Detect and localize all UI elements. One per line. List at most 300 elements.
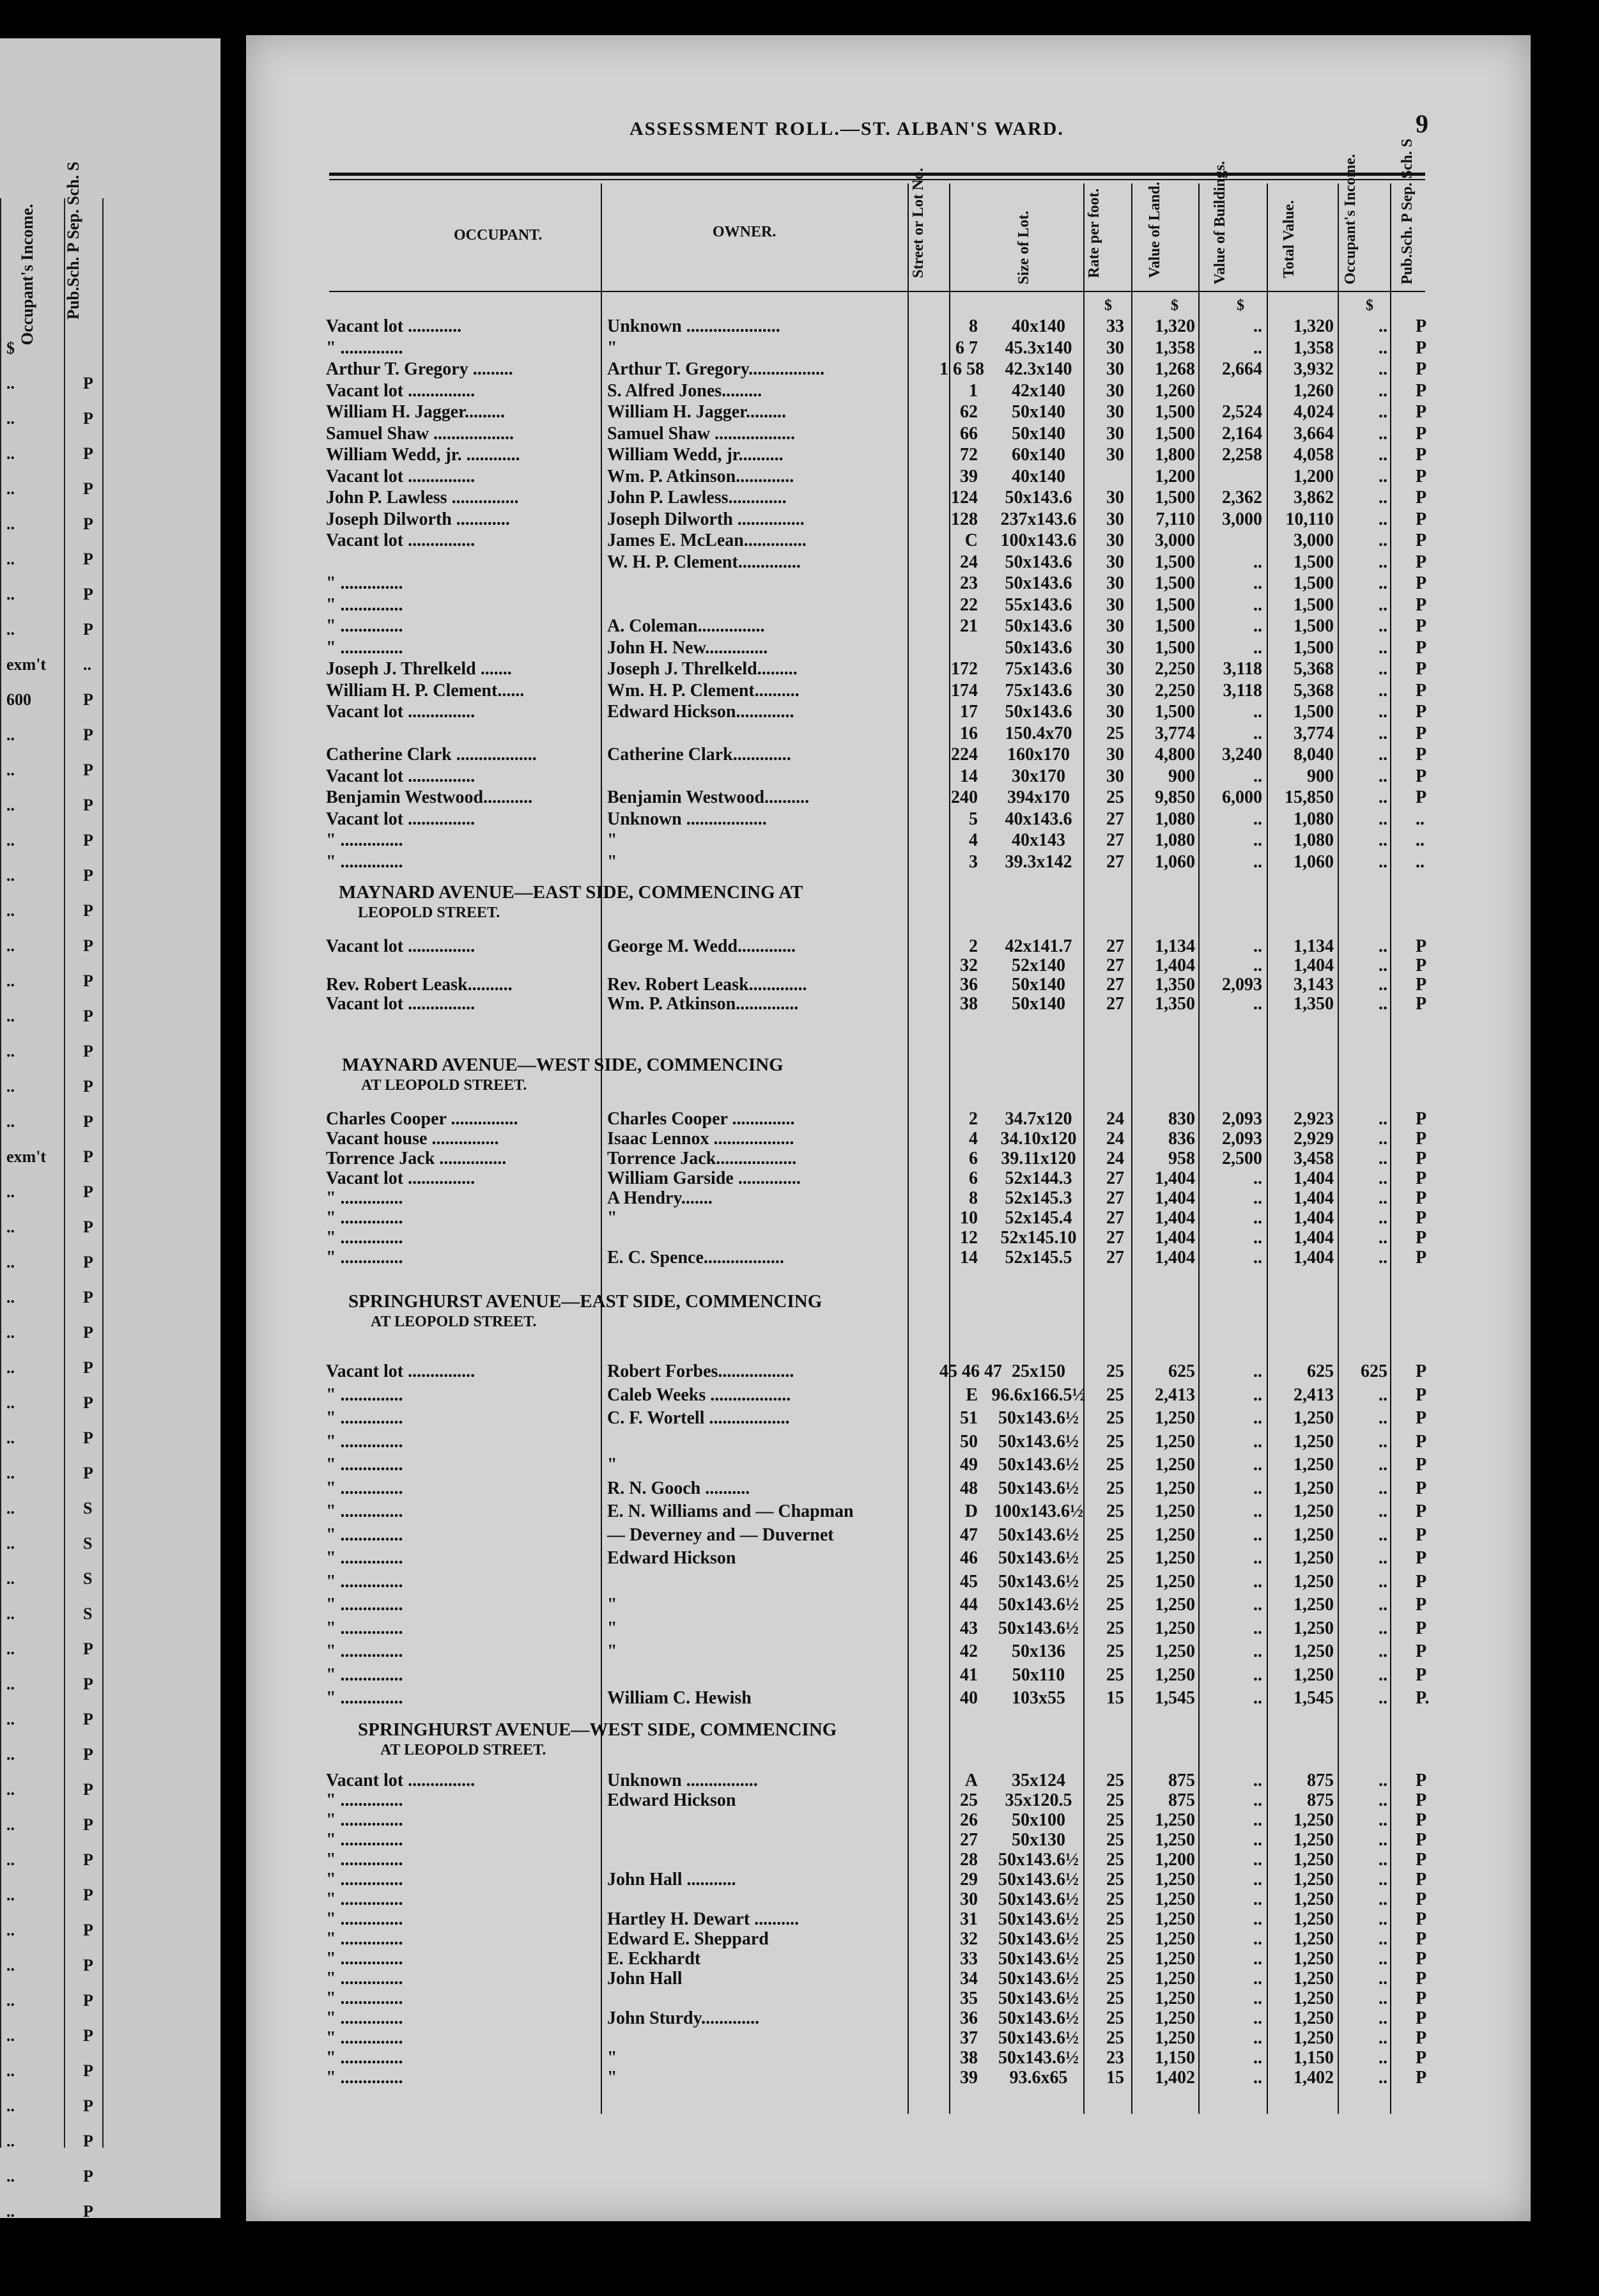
income-cell: ..	[1379, 509, 1387, 529]
rate-cell: 30	[1106, 616, 1124, 636]
rate-cell: 24	[1106, 1129, 1124, 1149]
rate-cell: 25	[1106, 1989, 1124, 2008]
occupant-cell: " ..............	[326, 1830, 403, 1850]
dollar-rate: $	[1104, 297, 1112, 314]
school-cell: P	[1416, 1524, 1427, 1545]
occupant-cell: " ..............	[326, 1949, 403, 1969]
owner-cell: John H. New..............	[607, 637, 768, 658]
land-value-cell: 1,545	[1155, 1688, 1195, 1708]
total-value-cell: 1,500	[1294, 637, 1334, 658]
lot-cell: 28	[960, 1850, 978, 1870]
lot-cell: 10	[960, 1208, 978, 1228]
building-value-cell: ..	[1253, 1361, 1262, 1381]
document-page	[246, 35, 1531, 2221]
left-school-cell: S	[83, 1499, 93, 1517]
lot-cell: 44	[960, 1595, 978, 1615]
lot-cell: 31	[960, 1909, 978, 1929]
building-value-cell: ..	[1253, 936, 1262, 956]
left-school-cell: P	[83, 725, 93, 744]
income-cell: ..	[1379, 809, 1387, 829]
size-cell: 50x143.6	[1005, 616, 1072, 636]
land-value-cell: 1,134	[1155, 936, 1195, 956]
land-value-cell: 1,200	[1155, 466, 1195, 486]
rate-cell: 30	[1106, 680, 1124, 701]
owner-cell: Isaac Lennox ..................	[607, 1129, 794, 1149]
left-school-cell: P	[83, 1077, 93, 1096]
size-cell: 50x143.6½	[998, 1618, 1079, 1638]
rate-cell: 25	[1106, 1850, 1124, 1870]
left-school-cell: P	[83, 2132, 93, 2150]
school-cell: P	[1416, 1188, 1427, 1208]
size-cell: 75x143.6	[1005, 659, 1072, 679]
school-cell: P	[1416, 637, 1427, 658]
school-cell: P	[1416, 1850, 1427, 1870]
building-value-cell: ..	[1253, 1641, 1262, 1661]
rate-cell: 33	[1106, 316, 1124, 336]
total-value-cell: 1,250	[1294, 1664, 1334, 1685]
header-owner: OWNER.	[713, 224, 776, 240]
school-cell: P	[1416, 359, 1427, 379]
lot-cell: 2	[969, 936, 978, 956]
income-cell: ..	[1379, 1618, 1387, 1638]
total-value-cell: 4,024	[1294, 402, 1334, 422]
owner-cell: Robert Forbes.................	[607, 1361, 794, 1381]
left-school-cell: P	[83, 374, 93, 392]
table-row	[246, 1228, 1531, 1247]
occupant-cell: Vacant lot ...............	[326, 936, 475, 956]
total-value-cell: 3,664	[1294, 423, 1334, 444]
occupant-cell: " ..............	[326, 1208, 403, 1228]
table-row	[246, 1248, 1531, 1267]
school-cell: P	[1416, 423, 1427, 444]
total-value-cell: 1,358	[1294, 337, 1334, 358]
table-row	[246, 402, 1531, 421]
rate-cell: 30	[1106, 531, 1124, 550]
owner-cell: Unknown .....................	[607, 316, 780, 336]
lot-cell: 39	[960, 2068, 978, 2088]
rate-cell: 27	[1106, 956, 1124, 975]
total-value-cell: 1,250	[1294, 1524, 1334, 1545]
left-income-cell: ..	[6, 936, 15, 955]
land-value-cell: 1,404	[1155, 956, 1195, 975]
size-cell: 42.3x140	[1005, 359, 1072, 379]
income-cell: ..	[1379, 1188, 1387, 1208]
dollar-buildings: $	[1237, 297, 1244, 314]
school-cell: P	[1416, 445, 1427, 465]
left-income-cell: ..	[6, 1323, 15, 1342]
land-value-cell: 1,250	[1155, 1501, 1195, 1521]
owner-cell: Caleb Weeks ..................	[607, 1385, 791, 1405]
total-value-cell: 1,250	[1294, 1989, 1334, 2008]
land-value-cell: 1,500	[1155, 488, 1195, 508]
land-value-cell: 1,404	[1155, 1228, 1195, 1248]
rate-cell: 30	[1106, 402, 1124, 422]
total-value-cell: 1,200	[1294, 466, 1334, 486]
school-cell: P	[1416, 1929, 1427, 1949]
school-cell: P	[1416, 402, 1427, 422]
left-income-cell: ..	[6, 374, 15, 392]
rate-cell: 25	[1106, 1664, 1124, 1685]
size-cell: 40x143	[1012, 830, 1065, 850]
owner-cell: E. N. Williams and — Chapman	[607, 1501, 854, 1521]
occupant-cell: Torrence Jack ...............	[326, 1149, 507, 1168]
land-value-cell: 1,260	[1155, 380, 1195, 401]
left-school-cell: P	[83, 1042, 93, 1060]
owner-cell: E. Eckhardt	[607, 1949, 701, 1969]
school-cell: P	[1416, 936, 1427, 956]
land-value-cell: 1,250	[1155, 1870, 1195, 1889]
lot-cell: 39	[960, 466, 978, 486]
rate-cell: 25	[1106, 1790, 1124, 1810]
left-school-cell: P	[83, 1112, 93, 1131]
size-cell: 45.3x140	[1005, 337, 1072, 358]
left-income-cell: ..	[6, 1886, 15, 1904]
table-row	[246, 1909, 1531, 1928]
owner-cell: Hartley H. Dewart ..........	[607, 1909, 800, 1929]
occupant-cell: Rev. Robert Leask..........	[326, 975, 513, 995]
size-cell: 35x120.5	[1005, 1790, 1072, 1810]
lot-cell: 25	[960, 1790, 978, 1810]
occupant-cell: " ..............	[326, 2068, 403, 2088]
occupant-cell: " ..............	[326, 2008, 403, 2028]
left-page-rule	[102, 198, 104, 2148]
income-cell: ..	[1379, 659, 1387, 679]
school-cell: P	[1416, 680, 1427, 701]
owner-cell: A. Coleman...............	[607, 616, 765, 636]
building-value-cell: ..	[1253, 1478, 1262, 1498]
table-row	[246, 681, 1531, 700]
total-value-cell: 4,058	[1294, 445, 1334, 465]
lot-cell: 47	[960, 1524, 978, 1545]
lot-cell: C	[964, 531, 978, 550]
section-heading-springhurst-west: SPRINGHURST AVENUE—WEST SIDE, COMMENCING	[358, 1719, 837, 1740]
lot-cell: 38	[960, 994, 978, 1014]
land-value-cell: 1,800	[1155, 445, 1195, 465]
income-cell: ..	[1379, 787, 1387, 807]
school-cell: ..	[1416, 851, 1425, 872]
school-cell: P	[1416, 616, 1427, 636]
left-income-cell: ..	[6, 1604, 15, 1623]
table-row	[246, 766, 1531, 786]
income-cell: ..	[1379, 1641, 1387, 1661]
lot-cell: 124	[951, 488, 978, 508]
left-income-cell: ..	[6, 585, 15, 603]
rate-cell: 27	[1106, 1228, 1124, 1248]
lot-cell: 51	[960, 1408, 978, 1428]
rate-cell: 25	[1106, 1771, 1124, 1790]
lot-cell: 34	[960, 1969, 978, 1989]
size-cell: 25x150	[1012, 1361, 1065, 1381]
rate-cell: 25	[1106, 723, 1124, 743]
lot-cell: 224	[951, 745, 978, 764]
owner-cell: William Wedd, jr..........	[607, 445, 784, 465]
lot-cell: 1	[969, 380, 978, 401]
owner-cell: William H. Jagger.........	[607, 402, 786, 422]
occupant-cell: Charles Cooper ...............	[326, 1109, 518, 1129]
land-value-cell: 1,250	[1155, 1641, 1195, 1661]
rate-cell: 25	[1106, 1969, 1124, 1989]
land-value-cell: 1,250	[1155, 1929, 1195, 1949]
land-value-cell: 1,250	[1155, 1595, 1195, 1615]
building-value-cell: ..	[1253, 1969, 1262, 1989]
left-school-cell: P	[83, 2097, 93, 2115]
lot-cell: 14	[960, 766, 978, 786]
occupant-cell: " ..............	[326, 1501, 403, 1521]
building-value-cell: 3,000	[1222, 509, 1262, 529]
school-cell: P	[1416, 2028, 1427, 2048]
land-value-cell: 1,080	[1155, 809, 1195, 829]
building-value-cell: ..	[1253, 1501, 1262, 1521]
school-cell: P	[1416, 509, 1427, 529]
owner-cell: Torrence Jack..................	[607, 1149, 797, 1168]
left-income-cell: ..	[6, 1358, 15, 1377]
total-value-cell: 1,250	[1294, 1949, 1334, 1969]
income-cell: ..	[1379, 573, 1387, 593]
income-cell: ..	[1379, 1949, 1387, 1969]
size-cell: 50x143.6½	[998, 1870, 1079, 1889]
land-value-cell: 625	[1168, 1361, 1195, 1381]
school-cell: P	[1416, 2068, 1427, 2088]
owner-cell: Joseph J. Threlkeld.........	[607, 659, 798, 679]
size-cell: 50x143.6	[1005, 573, 1072, 593]
table-row	[246, 1478, 1531, 1498]
income-cell: ..	[1379, 1810, 1387, 1830]
size-cell: 50x143.6½	[998, 1929, 1079, 1949]
left-income-cell: ..	[6, 2026, 15, 2045]
total-value-cell: 1,134	[1294, 936, 1334, 956]
table-row	[246, 1548, 1531, 1567]
left-school-cell: P	[83, 866, 93, 885]
table-row	[246, 1188, 1531, 1207]
building-value-cell: ..	[1253, 1664, 1262, 1685]
owner-cell: Joseph Dilworth ...............	[607, 509, 805, 529]
occupant-cell: " ..............	[326, 1929, 403, 1949]
table-row	[246, 724, 1531, 743]
income-cell: ..	[1379, 1455, 1387, 1475]
income-cell: ..	[1379, 637, 1387, 658]
size-cell: 50x143.6½	[998, 1571, 1079, 1592]
total-value-cell: 1,545	[1294, 1688, 1334, 1708]
total-value-cell: 1,150	[1294, 2048, 1334, 2068]
rate-cell: 25	[1106, 1889, 1124, 1909]
size-cell: 50x143.6	[1005, 552, 1072, 572]
size-cell: 50x143.6½	[998, 1889, 1079, 1909]
lot-cell: 32	[960, 1929, 978, 1949]
size-cell: 50x143.6½	[998, 1595, 1079, 1615]
table-row	[246, 2028, 1531, 2047]
rate-cell: 24	[1106, 1149, 1124, 1168]
occupant-cell: Vacant lot ...............	[326, 702, 475, 722]
occupant-cell: " ..............	[326, 851, 403, 872]
total-value-cell: 1,250	[1294, 1618, 1334, 1638]
left-school-cell: P	[83, 444, 93, 463]
table-row	[246, 2048, 1531, 2067]
owner-cell: "	[607, 1595, 617, 1615]
occupant-cell: William Wedd, jr. ............	[326, 445, 520, 465]
building-value-cell: ..	[1253, 1548, 1262, 1568]
land-value-cell: 1,500	[1155, 702, 1195, 722]
size-cell: 50x143.6½	[998, 1969, 1079, 1989]
rate-cell: 30	[1106, 702, 1124, 722]
owner-cell: John Hall ...........	[607, 1870, 736, 1889]
rate-cell: 27	[1106, 1208, 1124, 1228]
left-school-cell: P	[83, 1464, 93, 1482]
school-cell: P	[1416, 488, 1427, 508]
school-cell: P	[1416, 594, 1427, 615]
table-row	[246, 787, 1531, 807]
left-school-cell: P	[83, 796, 93, 814]
income-cell: ..	[1379, 1431, 1387, 1452]
lot-cell: 36	[960, 2008, 978, 2028]
lot-cell: 36	[960, 975, 978, 995]
owner-cell: Catherine Clark.............	[607, 745, 791, 764]
owner-cell: John Hall	[607, 1969, 683, 1989]
size-cell: 52x145.3	[1005, 1188, 1072, 1208]
school-cell: P	[1416, 1361, 1427, 1381]
lot-cell: 8	[969, 1188, 978, 1208]
building-value-cell: ..	[1253, 616, 1262, 636]
occupant-cell: " ..............	[326, 1455, 403, 1475]
rate-cell: 25	[1106, 1408, 1124, 1428]
income-cell: ..	[1379, 766, 1387, 786]
total-value-cell: 1,404	[1294, 1208, 1334, 1228]
income-cell: ..	[1379, 1168, 1387, 1188]
occupant-cell: William H. Jagger.........	[326, 402, 505, 422]
lot-cell: 41	[960, 1664, 978, 1685]
table-row	[246, 2008, 1531, 2028]
left-income-cell: ..	[6, 1499, 15, 1517]
lot-cell: 38	[960, 2048, 978, 2068]
size-cell: 394x170	[1007, 787, 1070, 807]
header-school: Pub.Sch. P Sep. Sch. S	[1399, 138, 1416, 284]
income-cell: ..	[1379, 1909, 1387, 1929]
land-value-cell: 1,250	[1155, 1810, 1195, 1830]
table-row	[246, 702, 1531, 721]
size-cell: 50x140	[1012, 994, 1065, 1014]
building-value-cell: ..	[1253, 1929, 1262, 1949]
rate-cell: 25	[1106, 1524, 1124, 1545]
table-row	[246, 338, 1531, 357]
rate-cell: 30	[1106, 380, 1124, 401]
owner-cell: C. F. Wortell ..................	[607, 1408, 790, 1428]
land-value-cell: 830	[1168, 1109, 1195, 1129]
occupant-cell: " ..............	[326, 1688, 403, 1708]
income-cell: ..	[1379, 680, 1387, 701]
total-value-cell: 1,500	[1294, 573, 1334, 593]
occupant-cell: John P. Lawless ...............	[326, 488, 519, 508]
table-row	[246, 1830, 1531, 1849]
left-school-cell: P	[83, 936, 93, 955]
size-cell: 42x140	[1012, 380, 1065, 401]
building-value-cell: ..	[1253, 1571, 1262, 1592]
school-cell: P	[1416, 1208, 1427, 1228]
left-school-cell: P	[83, 2202, 93, 2221]
rate-cell: 27	[1106, 975, 1124, 995]
land-value-cell: 1,250	[1155, 2008, 1195, 2028]
rate-cell: 30	[1106, 745, 1124, 764]
lot-cell: 5	[969, 809, 978, 829]
owner-cell: "	[607, 2048, 617, 2068]
left-school-cell: P	[83, 1780, 93, 1799]
total-value-cell: 1,402	[1294, 2068, 1334, 2088]
left-income-cell: exm't	[6, 1147, 47, 1166]
building-value-cell: 2,093	[1222, 975, 1262, 995]
total-value-cell: 1,404	[1294, 1248, 1334, 1268]
school-cell: P	[1416, 659, 1427, 679]
table-row	[246, 1850, 1531, 1869]
owner-cell: R. N. Gooch ..........	[607, 1478, 750, 1498]
lot-cell: 16	[960, 723, 978, 743]
lot-cell: 128	[951, 509, 978, 529]
left-income-cell: ..	[6, 409, 15, 428]
occupant-cell: " ..............	[326, 2028, 403, 2048]
header-income: Occupant's Income.	[1342, 154, 1359, 284]
land-value-cell: 1,250	[1155, 1989, 1195, 2008]
land-value-cell: 4,800	[1155, 745, 1195, 764]
rate-cell: 25	[1106, 1431, 1124, 1452]
table-row	[246, 1949, 1531, 1968]
owner-cell: James E. McLean..............	[607, 531, 807, 550]
total-value-cell: 1,250	[1294, 2028, 1334, 2048]
size-cell: 50x143.6½	[998, 1524, 1079, 1545]
income-cell: ..	[1379, 1385, 1387, 1405]
rate-cell: 30	[1106, 359, 1124, 379]
size-cell: 75x143.6	[1005, 680, 1072, 701]
land-value-cell: 1,404	[1155, 1188, 1195, 1208]
owner-cell: Arthur T. Gregory.................	[607, 359, 825, 379]
owner-cell: A Hendry.......	[607, 1188, 713, 1208]
school-cell: P	[1416, 1408, 1427, 1428]
section-heading-springhurst-east: SPRINGHURST AVENUE—EAST SIDE, COMMENCING	[348, 1291, 823, 1312]
left-income-cell: ..	[6, 2132, 15, 2150]
building-value-cell: ..	[1253, 594, 1262, 615]
left-school-cell: P	[83, 1288, 93, 1307]
total-value-cell: 1,250	[1294, 1889, 1334, 1909]
land-value-cell: 1,250	[1155, 1455, 1195, 1475]
total-value-cell: 1,080	[1294, 830, 1334, 850]
table-row	[246, 956, 1531, 975]
size-cell: 100x143.6	[1000, 531, 1077, 550]
occupant-cell: Vacant lot ...............	[326, 531, 475, 550]
size-cell: 50x140	[1012, 402, 1065, 422]
building-value-cell: ..	[1253, 1810, 1262, 1830]
left-income-cell: ..	[6, 2061, 15, 2080]
left-page-header-income: Occupant's Income.	[18, 204, 36, 345]
income-cell: ..	[1379, 2068, 1387, 2088]
size-cell: 60x140	[1012, 445, 1065, 465]
occupant-cell: " ..............	[326, 1989, 403, 2008]
left-school-cell: P	[83, 972, 93, 990]
income-cell: ..	[1379, 1790, 1387, 1810]
left-income-cell: ..	[6, 1780, 15, 1799]
lot-cell: 22	[960, 594, 978, 615]
table-row	[246, 2068, 1531, 2087]
left-income-cell: ..	[6, 479, 15, 498]
land-value-cell: 1,250	[1155, 1431, 1195, 1452]
table-row	[246, 424, 1531, 443]
left-school-cell: P	[83, 2167, 93, 2185]
income-cell: ..	[1379, 956, 1387, 975]
total-value-cell: 875	[1307, 1771, 1334, 1790]
total-value-cell: 875	[1307, 1790, 1334, 1810]
left-school-cell: P	[83, 1183, 93, 1201]
table-row	[246, 852, 1531, 871]
building-value-cell: ..	[1253, 1889, 1262, 1909]
total-value-cell: 1,500	[1294, 594, 1334, 615]
owner-cell: Wm. P. Atkinson.............	[607, 466, 794, 486]
income-cell: ..	[1379, 488, 1387, 508]
left-income-cell: ..	[6, 444, 15, 463]
